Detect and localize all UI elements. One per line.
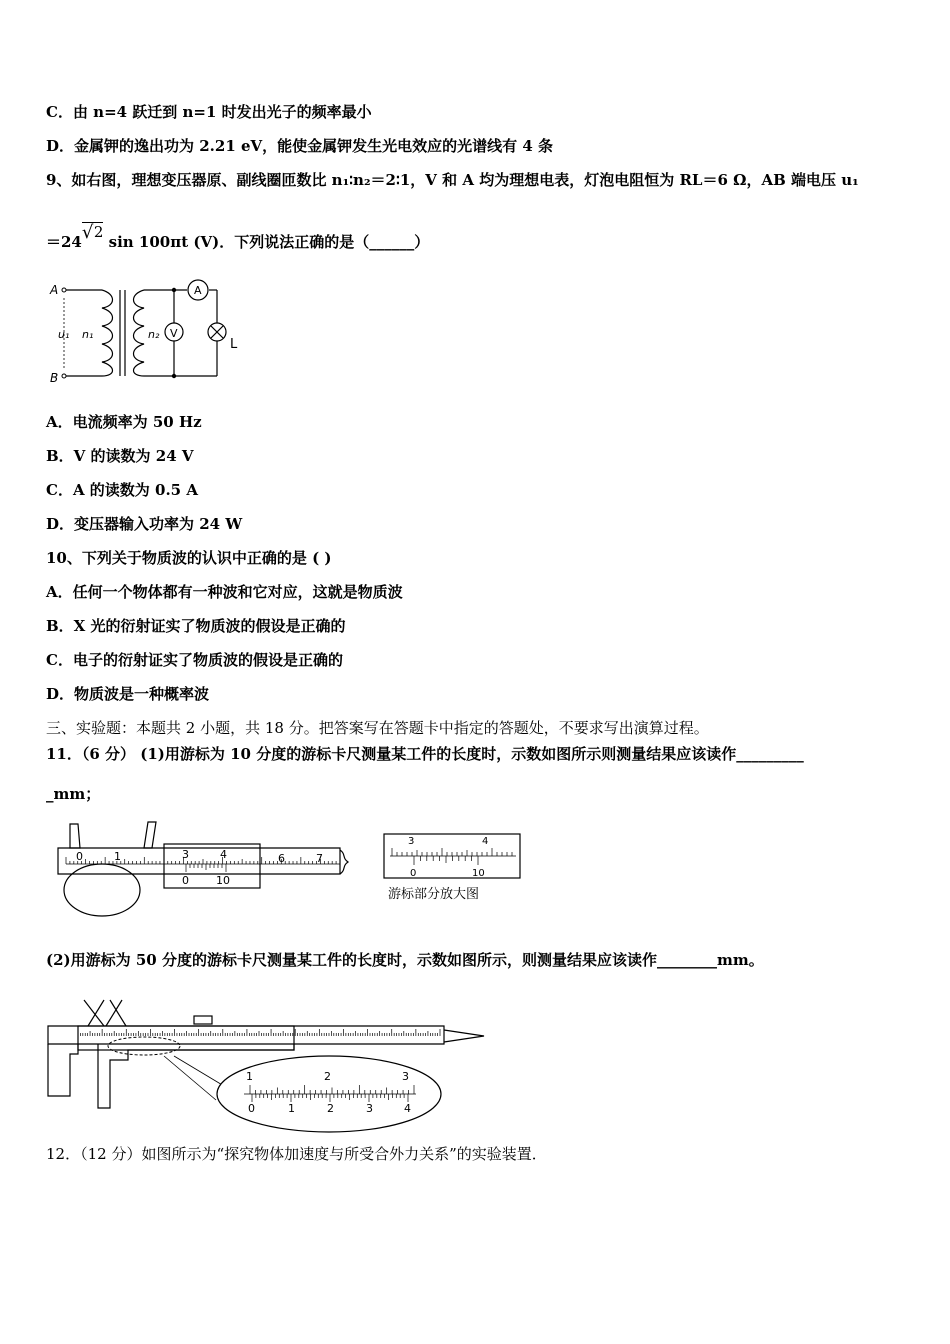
zoom-caption: 游标部分放大图 [388,887,480,902]
q9-stem-line2 [46,222,430,252]
q10-option-a: A．任何一个物体都有一种波和它对应，这就是物质波 [46,583,403,601]
zoom2-bottom-label-3: 3 [366,1102,373,1115]
main-scale-label-0: 0 [76,850,83,863]
q9-sqrt: √ 2 [81,222,104,243]
terminal-a-label: A [50,283,59,297]
main-scale-label-4: 4 [220,848,227,861]
q10-option-c: C．电子的衍射证实了物质波的假设是正确的 [46,651,343,669]
q9-option-b: B．V 的读数为 24 V [46,447,194,465]
main-scale-label-3: 3 [182,848,189,861]
zoom2-bottom-label-2: 2 [327,1102,334,1115]
vernier-label-10: 10 [216,874,230,887]
zoom2-bottom-label-1: 1 [288,1102,295,1115]
zoom-bottom-label-0: 0 [410,868,417,879]
q9-option-c: C．A 的读数为 0.5 A [46,481,198,499]
vernier-label-0: 0 [182,874,189,887]
zoom-top-label-3: 3 [408,836,415,847]
q9-stem-suffix: sin 100πt (V)．下列说法正确的是（______） [103,233,430,251]
caliper-10-division-figure [50,818,360,920]
q9-stem-prefix: ＝24 [46,233,82,251]
terminal-b-label: B [50,371,59,385]
transformer-circuit-diagram [44,276,254,388]
q10-option-b: B．X 光的衍射证实了物质波的假设是正确的 [46,617,346,635]
q9-stem-line1: 9、如右图，理想变压器原、副线圈匝数比 n₁∶n₂＝2∶1，V 和 A 均为理想电表，灯泡电阻恒为 RL＝6 Ω，AB 端电压 u₁ [46,171,859,189]
q12-stem: 12．（12 分）如图所示为“探究物体加速度与所受合外力关系”的实验装置． [46,1145,547,1163]
ammeter-label: A [194,284,202,297]
q8-option-c: C．由 n=4 跃迁到 n=1 时发出光子的频率最小 [46,103,372,121]
section-3-heading: 三、实验题：本题共 2 小题，共 18 分。把答案写在答题卡中指定的答题处，不要求写出演算过程。 [46,719,709,737]
caliper-50-division-figure [44,996,494,1140]
main-scale-label-1: 1 [114,850,121,863]
zoom2-bottom-label-4: 4 [404,1102,411,1115]
zoom2-top-label-1: 1 [246,1070,253,1083]
zoom2-bottom-label-0: 0 [248,1102,255,1115]
zoom2-top-label-3: 3 [402,1070,409,1083]
zoom2-top-label-2: 2 [324,1070,331,1083]
voltmeter-label: V [170,327,178,340]
q11-stem-part1: 11．（6 分） (1)用游标为 10 分度的游标卡尺测量某工件的长度时，示数如图所示则测量结果应该读作_________ [46,745,804,763]
q11-stem-part2: (2)用游标为 50 分度的游标卡尺测量某工件的长度时，示数如图所示，则测量结果应该读作________mm。 [46,951,764,969]
zoom-bottom-label-10: 10 [472,868,485,879]
main-scale-label-7: 7 [316,852,323,865]
zoom-top-label-4: 4 [482,836,489,847]
q9-option-d: D．变压器输入功率为 24 W [46,515,243,533]
q11-stem-part1-unit: _mm； [46,785,101,803]
q10-stem: 10、下列关于物质波的认识中正确的是 ( ) [46,549,332,567]
u1-label: u₁ [58,328,70,341]
main-scale-label-6: 6 [278,852,285,865]
q8-option-d: D．金属钾的逸出功为 2.21 eV，能使金属钾发生光电效应的光谱线有 4 条 [46,137,554,155]
q10-option-d: D．物质波是一种概率波 [46,685,210,703]
q9-option-a: A．电流频率为 50 Hz [46,413,202,431]
n1-label: n₁ [82,328,94,341]
vernier-zoom-figure [382,832,532,906]
n2-label: n₂ [148,328,160,341]
lamp-label: L [230,337,238,352]
